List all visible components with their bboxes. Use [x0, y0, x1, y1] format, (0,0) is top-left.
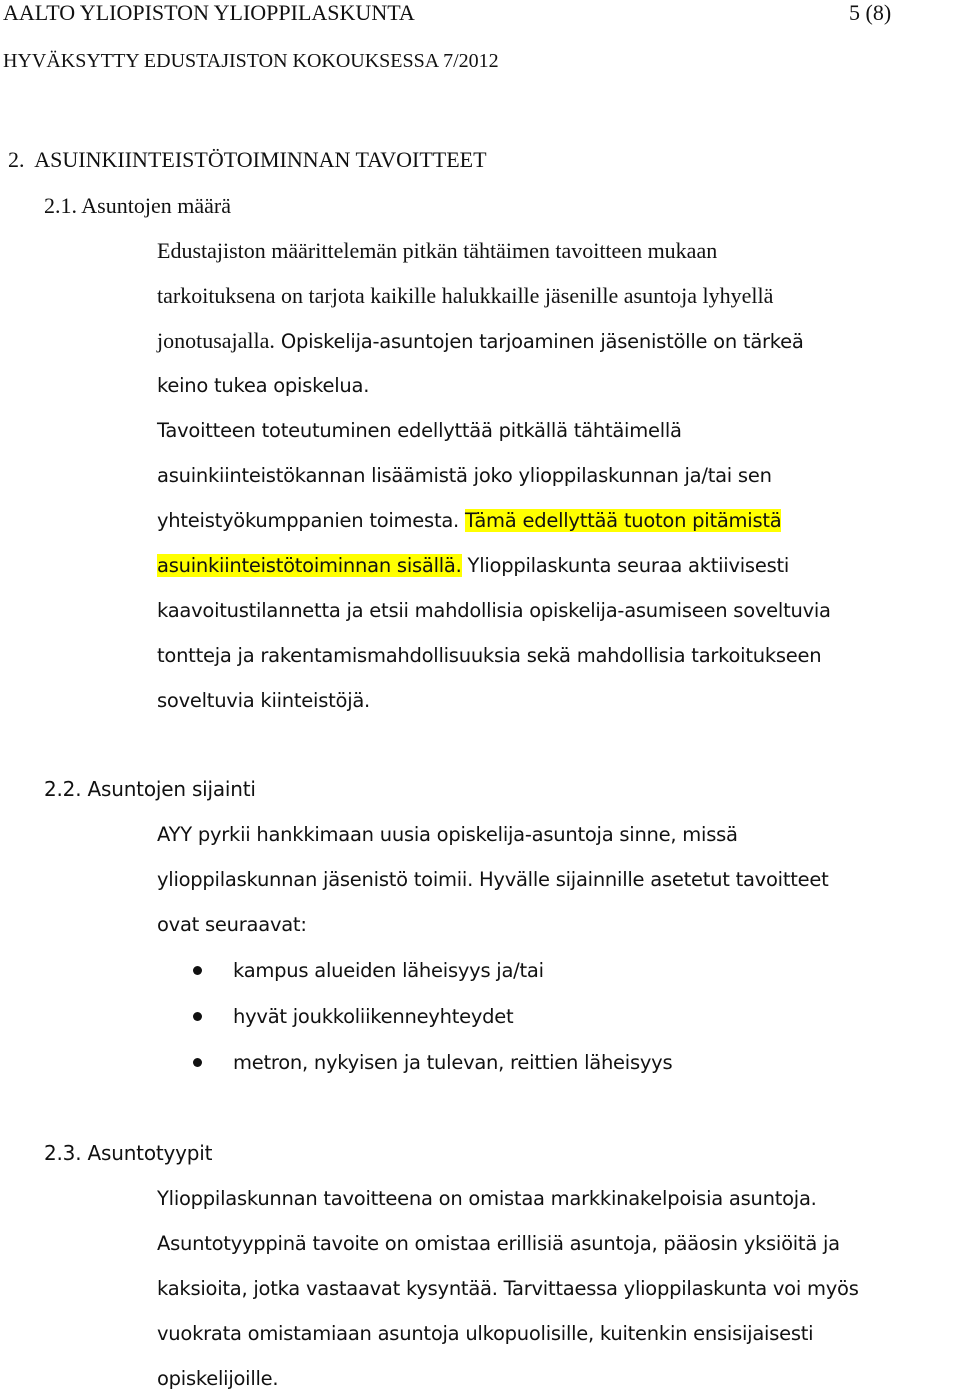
text-span: ovat seuraavat: — [157, 913, 307, 936]
text-span: Opiskelija-asuntojen tarjoaminen jäsenistölle on tärkeä — [274, 330, 804, 353]
text-span: AYY pyrkii hankkimaan uusia opiskelija-asuntoja sinne, missä — [157, 823, 738, 846]
paragraph-line — [157, 506, 781, 536]
text-span: asuinkiinteistökannan lisäämistä joko ylioppilaskunnan ja/tai sen — [157, 464, 772, 487]
paragraph-line — [157, 371, 369, 401]
paragraph-line — [157, 1184, 817, 1214]
paragraph-line — [157, 820, 738, 850]
list-item: metron, nykyisen ja tulevan, reittien läheisyys — [233, 1051, 673, 1074]
paragraph-line — [157, 641, 821, 671]
paragraph-line — [157, 865, 829, 895]
paragraph-line — [157, 1274, 859, 1304]
paragraph-line — [157, 910, 307, 940]
paragraph-line — [157, 1364, 278, 1394]
text-span: Ylioppilaskunta seuraa aktiivisesti — [461, 554, 790, 577]
text-span: kaavoitustilannetta ja etsii mahdollisia opiskelija-asumiseen soveltuvia — [157, 599, 831, 622]
header-title: AALTO YLIOPISTON YLIOPPILASKUNTA — [3, 0, 415, 25]
text-span: Tavoitteen toteutuminen edellyttää pitkällä tähtäimellä — [157, 419, 682, 442]
subsection-heading-2-3: 2.3. Asuntotyypit — [44, 1141, 213, 1165]
list-item: kampus alueiden läheisyys ja/tai — [233, 959, 544, 982]
text-span: tarkoituksena on tarjota kaikille halukkaille jäsenille asuntoja lyhyellä — [157, 283, 774, 308]
highlighted-text: asuinkiinteistötoiminnan sisällä. — [157, 554, 462, 577]
paragraph-line — [157, 1319, 813, 1349]
paragraph-line — [157, 281, 773, 311]
paragraph-line — [157, 596, 831, 626]
paragraph-line — [157, 236, 717, 266]
bullet-icon — [193, 1058, 202, 1067]
text-span: Asuntotyyppinä tavoite on omistaa erillisiä asuntoja, pääosin yksiöitä ja — [157, 1232, 840, 1255]
paragraph-line — [157, 416, 682, 446]
subsection-heading-2-1: 2.1. Asuntojen määrä — [44, 193, 231, 218]
header-subtitle: HYVÄKSYTTY EDUSTAJISTON KOKOUKSESSA 7/2012 — [3, 50, 499, 72]
paragraph-line — [157, 551, 789, 581]
paragraph-line — [157, 461, 772, 491]
text-span: tontteja ja rakentamismahdollisuuksia sekä mahdollisia tarkoitukseen — [157, 644, 822, 667]
highlighted-text: Tämä edellyttää tuoton pitämistä — [464, 509, 782, 532]
text-span: vuokrata omistamiaan asuntoja ulkopuolisille, kuitenkin ensisijaisesti — [157, 1322, 814, 1345]
paragraph-line — [157, 686, 370, 716]
page-number: 5 (8) — [849, 0, 892, 25]
text-span: kaksioita, jotka vastaavat kysyntää. Tarvittaessa ylioppilaskunta voi myös — [157, 1277, 859, 1300]
text-span: Ylioppilaskunnan tavoitteena on omistaa markkinakelpoisia asuntoja. — [157, 1187, 817, 1210]
paragraph-line — [157, 326, 804, 356]
text-span: keino tukea opiskelua. — [157, 374, 370, 397]
text-span: soveltuvia kiinteistöjä. — [157, 689, 371, 712]
list-item: hyvät joukkoliikenneyhteydet — [233, 1005, 514, 1028]
text-span: jonotusajalla. — [157, 328, 275, 353]
bullet-icon — [193, 966, 202, 975]
text-span: yhteistyökumppanien toimesta. — [157, 509, 465, 532]
section-heading: 2. ASUINKIINTEISTÖTOIMINNAN TAVOITTEET — [8, 147, 487, 172]
text-span: Edustajiston määrittelemän pitkän tähtäimen tavoitteen mukaan — [157, 238, 718, 263]
paragraph-line — [157, 1229, 840, 1259]
bullet-icon — [193, 1012, 202, 1021]
text-span: opiskelijoille. — [157, 1367, 279, 1390]
text-span: ylioppilaskunnan jäsenistö toimii. Hyvälle sijainnille asetetut tavoitteet — [157, 868, 829, 891]
subsection-heading-2-2: 2.2. Asuntojen sijainti — [44, 777, 256, 801]
